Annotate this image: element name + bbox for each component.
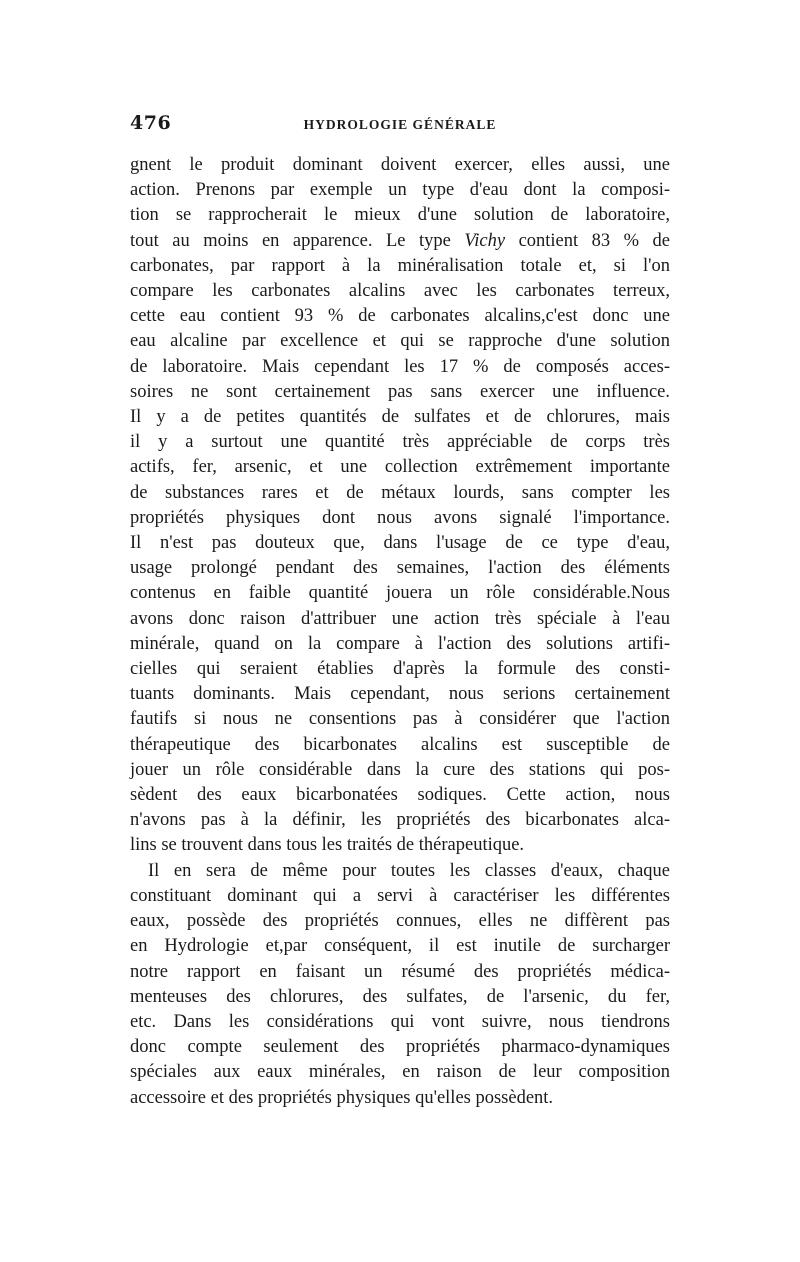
- text-line: avons donc raison d'attribuer une action très spéciale à l'eau: [130, 608, 670, 629]
- text-line: n'avons pas à la définir, les propriétés des bicarbonates alca-: [130, 810, 670, 831]
- text-line: soires ne sont certainement pas sans exercer une influence.: [130, 381, 670, 402]
- text-line: lins se trouvent dans tous les traités de thérapeutique.: [130, 835, 525, 856]
- text-line: en Hydrologie et,par conséquent, il est inutile de surcharger: [130, 936, 670, 957]
- text-line: actifs, fer, arsenic, et une collection extrêmement importante: [130, 457, 670, 478]
- text-line: de substances rares et de métaux lourds, sans compter les: [130, 482, 670, 503]
- text-line: fautifs si nous ne consentions pas à considérer que l'action: [130, 709, 670, 730]
- text-line: etc. Dans les considérations qui vont suivre, nous tiendrons: [130, 1011, 670, 1032]
- paragraph-1: [130, 153, 670, 859]
- text-line: tout au moins en apparence. Le type Vichy contient 83 % de: [130, 230, 671, 251]
- text-line: propriétés physiques dont nous avons signalé l'importance.: [130, 507, 670, 528]
- text-line: action. Prenons par exemple un type d'eau dont la composi-: [130, 180, 670, 201]
- text-line: cette eau contient 93 % de carbonates alcalins,c'est donc une: [130, 306, 670, 327]
- text-line: gnent le produit dominant doivent exercer, elles aussi, une: [130, 155, 670, 175]
- text-line: Il en sera de même pour toutes les classes d'eaux, chaque: [148, 860, 670, 881]
- text-line: sèdent des eaux bicarbonatées sodiques. Cette action, nous: [130, 785, 670, 806]
- text-line: menteuses des chlorures, des sulfates, de l'arsenic, du fer,: [130, 986, 670, 1007]
- text-line: Il n'est pas douteux que, dans l'usage de ce type d'eau,: [130, 533, 670, 554]
- page-number: 476: [130, 112, 172, 134]
- text-line: jouer un rôle considérable dans la cure des stations qui pos-: [130, 759, 670, 780]
- text-line: eau alcaline par excellence et qui se rapproche d'une solution: [130, 331, 670, 352]
- text-line: tion se rapprocherait le mieux d'une solution de laboratoire,: [130, 205, 670, 226]
- text-line: usage prolongé pendant des semaines, l'action des éléments: [130, 558, 670, 579]
- text-line: contenus en faible quantité jouera un rôle considérable.Nous: [130, 583, 670, 604]
- text-line: cielles qui seraient établies d'après la formule des consti-: [130, 659, 670, 680]
- text-line: accessoire et des propriétés physiques qu'elles possèdent.: [130, 1087, 554, 1108]
- text-line: minérale, quand on la compare à l'action des solutions artifi-: [130, 633, 670, 654]
- text-line: tuants dominants. Mais cependant, nous serions certainement: [130, 684, 670, 705]
- text-line: Il y a de petites quantités de sulfates et de chlorures, mais: [130, 407, 670, 428]
- text-line: carbonates, par rapport à la minéralisation totale et, si l'on: [130, 255, 670, 276]
- paragraph-2: [130, 859, 670, 1111]
- text-line: notre rapport en faisant un résumé des propriétés médica-: [130, 961, 670, 982]
- text-line: il y a surtout une quantité très appréciable de corps très: [130, 432, 670, 453]
- text-line: compare les carbonates alcalins avec les carbonates terreux,: [130, 281, 670, 302]
- text-line: de laboratoire. Mais cependant les 17 % de composés acces-: [130, 356, 670, 377]
- text-line: eaux, possède des propriétés connues, elles ne diffèrent pas: [130, 911, 670, 932]
- text-line: donc compte seulement des propriétés pharmaco-dynamiques: [130, 1037, 670, 1058]
- text-line: constituant dominant qui a servi à caractériser les différentes: [130, 885, 670, 906]
- text-line: spéciales aux eaux minérales, en raison de leur composition: [130, 1062, 670, 1083]
- page-header: [130, 112, 670, 138]
- body-text: [130, 153, 670, 1111]
- running-head: HYDROLOGIE GÉNÉRALE: [303, 117, 497, 132]
- text-line: thérapeutique des bicarbonates alcalins est susceptible de: [130, 734, 670, 755]
